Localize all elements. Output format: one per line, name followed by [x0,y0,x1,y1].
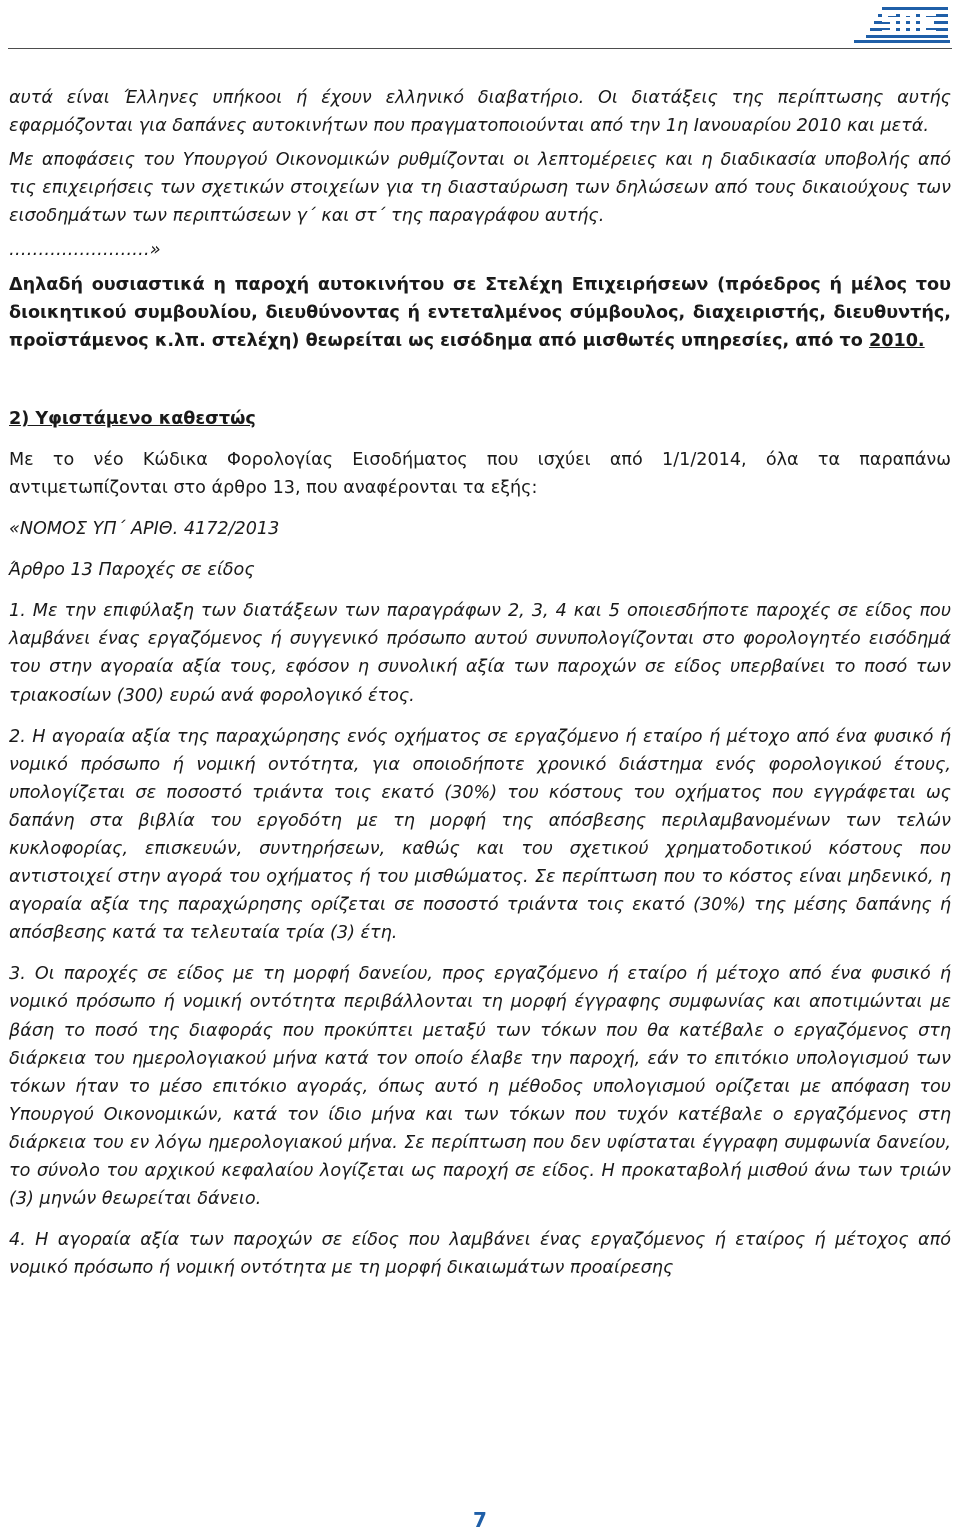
document-body [9,84,951,1282]
article-paragraph-2: 2. Η αγοραία αξία της παραχώρησης ενός οχήματος σε εργαζόμενο ή εταίρο ή μέτοχο από ένα φυσικό ή νομικό πρόσωπο ή νομική οντότητα, για οποιοδήποτε χρονικό διάστημα ενός φορολογικού έτους, υπολογίζεται σε ποσοστό τριάντα τοις εκατό (30%) του κόστους του οχήματος που εγγράφεται ως δαπάνη στα βιβλία του εργοδότη με τη μορφή της απόσβεσης περιλαμβανομένων των τελών κυκλοφορίας, επισκευών, συντηρήσεων, καθώς και του σχετικού χρηματοδοτικού κόστους που αντιστοιχεί στην αγορά του οχήματος ή του μισθώματος. Σε περίπτωση που το κόστος είναι μηδενικό, η αγοραία αξία της παραχώρησης ορίζεται σε ποσοστό τριάντα τοις εκατό (30%) της μέσης δαπάνης ή απόσβεσης κατά τα τελευταία τρία (3) έτη. [9,726,951,944]
summary-year: 2010. [868,330,925,351]
summary-paragraph [9,271,951,355]
summary-text: Δηλαδή ουσιαστικά η παροχή αυτοκινήτου σε Στελέχη Επιχειρήσεων (πρόεδρος ή μέλος του διοικητικού συμβουλίου, διευθύνοντας ή εντεταλμένος σύμβουλος, διαχειριστής, διευθυντής, προϊστάμενος κ.λπ. στελέχη) θεωρείται ως εισόδημα από μισθωτές υπηρεσίες, από το [9,274,951,351]
paragraph-continuation: αυτά είναι Έλληνες υπήκοοι ή έχουν ελληνικό διαβατήριο. Οι διατάξεις της περίπτωσης αυτής εφαρμόζονται για δαπάνες αυτοκινήτων που πραγματοποιούνται από την 1η Ιανουαρίου 2010 και μετά. [9,88,951,137]
page-number: 7 [473,1508,487,1532]
company-logo [852,4,954,44]
section-intro: Με το νέο Κώδικα Φορολογίας Εισοδήματος που ισχύει από 1/1/2014, όλα τα παραπάνω αντιμετωπίζονται στο άρθρο 13, που αναφέρονται τα εξής: [9,449,951,498]
section-heading: 2) Υφιστάμενο καθεστώς [9,408,256,429]
law-title: «ΝΟΜΟΣ ΥΠ΄ ΑΡΙΘ. 4172/2013 [9,519,280,540]
article-title: Άρθρο 13 Παροχές σε είδος [9,560,255,581]
paragraph-ministerial-decisions: Με αποφάσεις του Υπουργού Οικονομικών ρυθμίζονται οι λεπτομέρειες και η διαδικασία υποβολής από τις επιχειρήσεις των σχετικών στοιχείων για τη διασταύρωση των δηλώσεων από τους δικαιούχους των εισοδημάτων των περιπτώσεων γ΄ και στ΄ της παραγράφου αυτής. [9,150,951,227]
quote-close: ……………………» [9,240,161,261]
article-paragraph-4: 4. Η αγοραία αξία των παροχών σε είδος που λαμβάνει ένας εργαζόμενος ή εταίρος ή μέτοχος από νομικό πρόσωπο ή νομική οντότητα με τη μορφή δικαιωμάτων προαίρεσης [9,1230,951,1279]
header-divider [8,48,952,49]
article-paragraph-1: 1. Με την επιφύλαξη των διατάξεων των παραγράφων 2, 3, 4 και 5 οποιεσδήποτε παροχές σε είδος που λαμβάνει ένας εργαζόμενος ή συγγενικό πρόσωπο αυτού συνυπολογίζονται στο φορολογητέο εισόδημά του στην αγοραία αξία τους, εφόσον η συνολική αξία των παροχών σε είδος υπερβαίνει το ποσό των τριακοσίων (300) ευρώ ανά φορολογικό έτος. [9,601,951,706]
article-paragraph-3: 3. Οι παροχές σε είδος με τη μορφή δανείου, προς εργαζόμενο ή εταίρο ή μέτοχο από ένα φυσικό ή νομικό πρόσωπο ή νομική οντότητα περιβάλλονται τη μορφή έγγραφης συμφωνίας και αποτιμώνται με βάση το ποσό της διαφοράς που προκύπτει μεταξύ των τόκων που θα κατέβαλε ο εργαζόμενος στη διάρκεια του ημερολογιακού μήνα κατά τον οποίο έλαβε την παροχή, εάν το επιτόκιο υπολογισμού των τόκων ήταν το μέσο επιτόκιο αγοράς, όπως αυτό η μέθοδος υπολογισμού ορίζεται με απόφαση του Υπουργού Οικονομικών, κατά τον ίδιο μήνα και των τόκων που τυχόν κατέβαλε ο εργαζόμενος στη διάρκεια του εν λόγω ημερολογιακού μήνα. Σε περίπτωση που δεν υφίσταται έγγραφη συμφωνία δανείου, το σύνολο του αρχικού κεφαλαίου λογίζεται ως παροχή σε είδος. Η προκαταβολή μισθού άνω των τριών (3) μηνών θεωρείται δάνειο. [9,964,951,1210]
